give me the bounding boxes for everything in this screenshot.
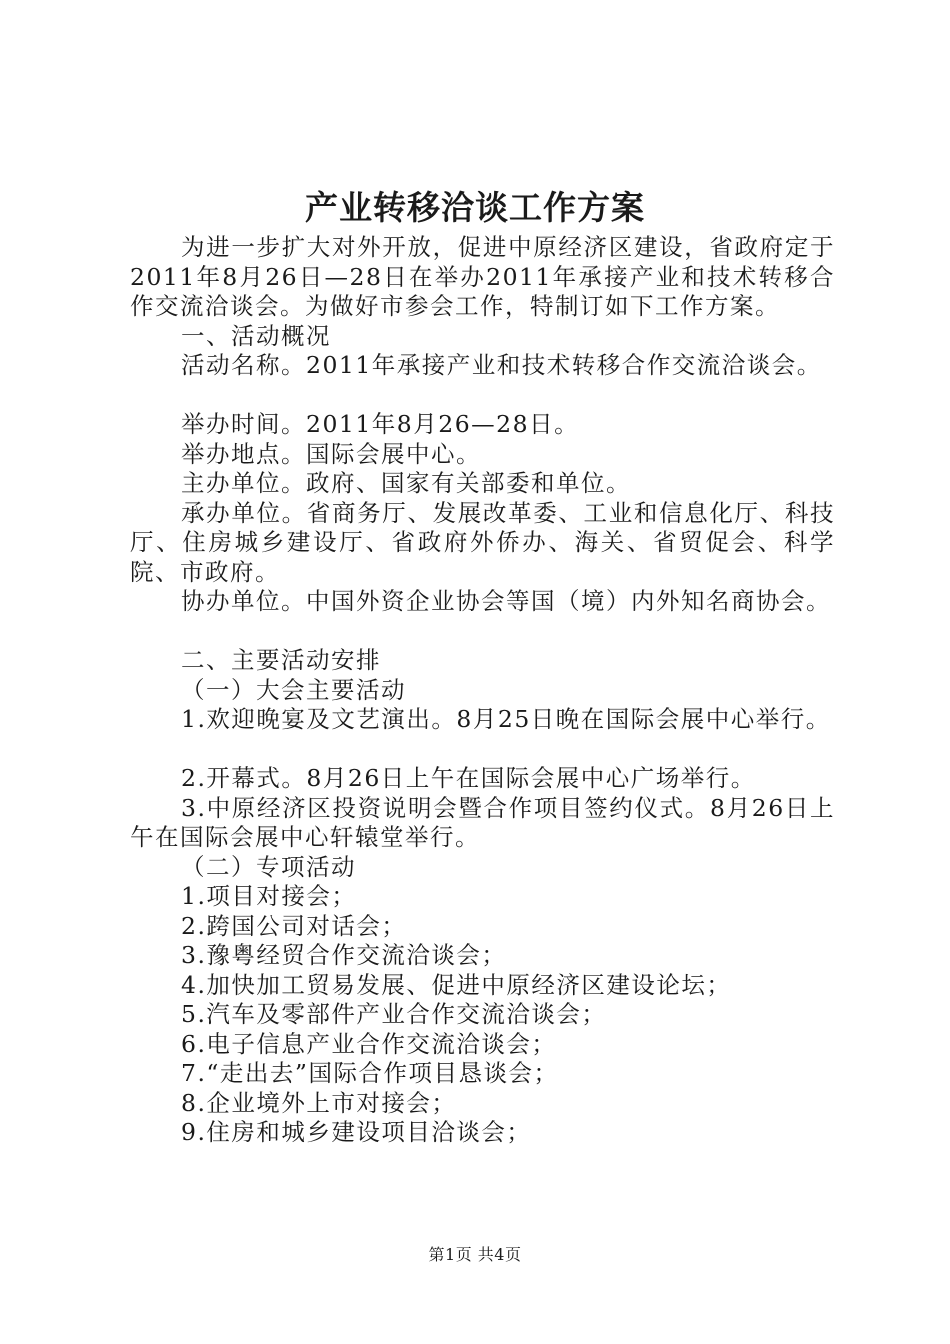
list-item: 9.住房和城乡建设项目洽谈会； xyxy=(181,1118,532,1146)
subsection-heading-main-activities: （一）大会主要活动 xyxy=(181,675,406,704)
document-title: 产业转移洽谈工作方案 xyxy=(305,188,645,227)
page-number-footer: 第1页 共4页 xyxy=(428,1245,522,1264)
blank-line xyxy=(130,735,835,765)
event-time-paragraph: 举办时间。2011年8月26—28日。 xyxy=(181,410,580,438)
list-item: 1.欢迎晚宴及文艺演出。8月25日晚在国际会展中心举行。 xyxy=(181,705,831,733)
co-organizer-paragraph: 协办单位。中国外资企业协会等国（境）内外知名商协会。 xyxy=(181,587,831,615)
section-heading-arrangements: 二、主要活动安排 xyxy=(181,646,381,674)
event-venue-paragraph: 举办地点。国际会展中心。 xyxy=(181,439,481,468)
event-name-paragraph: 活动名称。2011年承接产业和技术转移合作交流洽谈会。 xyxy=(181,351,822,379)
intro-paragraph: 为进一步扩大对外开放，促进中原经济区建设，省政府定于2011年8月26日—28日在举办2011年承接产业和技术转移合作交流洽谈会。为做好市参会工作，特制订如下工作方案。 xyxy=(130,233,835,320)
list-item: 1.项目对接会； xyxy=(181,882,357,910)
list-item: 3.中原经济区投资说明会暨合作项目签约仪式。8月26日上午在国际会展中心轩辕堂举行。 xyxy=(130,793,835,851)
list-item: 7.“走出去”国际合作项目恳谈会； xyxy=(181,1059,559,1087)
list-item: 8.企业境外上市对接会； xyxy=(181,1088,457,1117)
section-heading-overview: 一、活动概况 xyxy=(181,321,331,350)
list-item: 2.开幕式。8月26日上午在国际会展中心广场举行。 xyxy=(181,764,756,792)
list-item: 4.加快加工贸易发展、促进中原经济区建设论坛； xyxy=(181,970,732,999)
organizer-paragraph: 承办单位。省商务厅、发展改革委、工业和信息化厅、科技厅、住房城乡建设厅、省政府外侨办、海关、省贸促会、科学院、市政府。 xyxy=(130,498,835,586)
list-item: 3.豫粤经贸合作交流洽谈会； xyxy=(181,941,507,969)
list-item: 6.电子信息产业合作交流洽谈会； xyxy=(181,1029,557,1058)
list-item: 2.跨国公司对话会； xyxy=(181,911,407,940)
blank-line xyxy=(130,617,835,647)
subsection-heading-special-activities: （二）专项活动 xyxy=(181,852,356,881)
host-paragraph: 主办单位。政府、国家有关部委和单位。 xyxy=(181,469,631,497)
document-body xyxy=(130,233,835,1148)
list-item: 5.汽车及零部件产业合作交流洽谈会； xyxy=(181,1000,607,1028)
blank-line xyxy=(130,381,835,411)
